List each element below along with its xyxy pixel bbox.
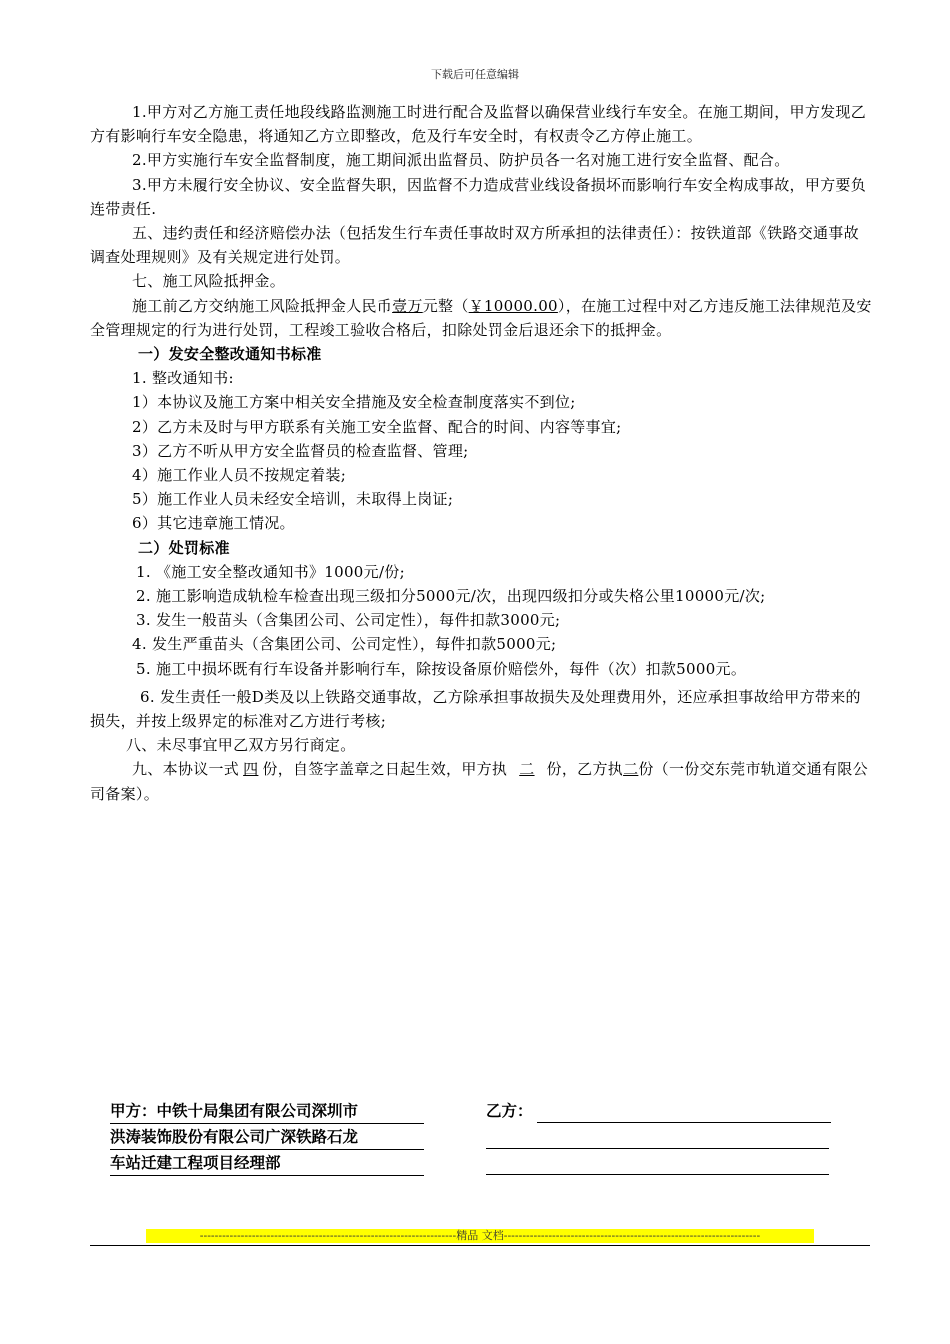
list-item: 2）乙方未及时与甲方联系有关施工安全监督、配合的时间、内容等事宜; [132,417,622,436]
list-item: 1. 《施工安全整改通知书》1000元/份; [136,562,405,581]
deposit-amount-num: ￥10000.00 [468,296,558,315]
clause-paragraph: 七、施工风险抵押金。 [132,272,286,291]
list-item: 6. 发生责任一般D类及以上铁路交通事故，乙方除承担事故损失及处理费用外，还应承担事故给甲方带来的损失，并按上级界定的标准对乙方进行考核; [90,687,861,731]
footer-watermark-band: ---------------------------------------------------------------------精品 文档--------------------------------------------------------------------- [146,1229,814,1243]
clause-paragraph: 1.甲方对乙方施工责任地段线路监测施工时进行配合及监督以确保营业线行车安全。在施工期间，甲方发现乙方有影响行车安全隐患，将通知乙方立即整改，危及行车安全时，有权责令乙方停止施工。 [90,103,867,146]
clause-text: 份（一份交东莞市轨道交通有限公司备案）。 [90,760,868,803]
deposit-text: ），在施工过程中对乙方违反施工法律规范及安全管理规定的行为进行处罚，工程竣工验收合格后，扣除处罚金后退还余下的抵押金。 [90,296,872,339]
deposit-text: 元整（ [422,296,469,315]
clause-text: 九、本协议一式 [132,760,240,779]
party-b-blank-line [486,1156,829,1175]
party-b-blank-line [537,1104,831,1123]
party-b-signature [486,1098,831,1175]
list-item: 3）乙方不听从甲方安全监督员的检查监督、管理; [132,441,469,460]
party-b-blank-line [486,1130,829,1149]
clause-text: 份，自签字盖章之日起生效，甲方执 [262,760,508,779]
copies-party-a: 二 [519,760,535,779]
clause-paragraph: 3.甲方未履行安全协议、安全监督失职，因监督不力造成营业线设备损坏而影响行车安全构成事故，甲方要负连带责任. [90,175,867,218]
list-item: 3. 发生一般苗头（含集团公司、公司定性），每件扣款3000元; [136,611,561,630]
party-a-line: 洪涛装饰股份有限公司广深铁路石龙 [110,1124,424,1150]
list-item: 5）施工作业人员未经安全培训，未取得上岗证; [132,490,454,509]
party-b-label: 乙方： [486,1101,533,1120]
deposit-amount-cn: 壹万 [392,296,423,315]
clause-paragraph: 2.甲方实施行车安全监督制度，施工期间派出监督员、防护员各一名对施工进行安全监督、配合。 [132,151,790,170]
clause-text: 份，乙方执 [546,760,624,779]
list-item: 4）施工作业人员不按规定着装; [132,466,347,485]
party-a-line: 车站迁建工程项目经理部 [110,1150,424,1176]
section-intro: 1. 整改通知书: [132,369,234,388]
footer-divider [90,1245,870,1246]
copies-total: 四 [243,760,259,779]
party-a-signature [110,1098,428,1176]
deposit-text: 施工前乙方交纳施工风险抵押金人民币 [132,296,393,315]
list-item: 1）本协议及施工方案中相关安全措施及安全检查制度落实不到位; [132,393,576,412]
clause-nine [90,757,872,805]
party-a-line: 甲方：中铁十局集团有限公司深圳市 [110,1098,424,1124]
list-item: 6）其它违章施工情况。 [132,514,295,533]
copies-party-b: 二 [623,760,639,779]
deposit-paragraph [90,294,872,342]
section-heading: 二）处罚标准 [138,538,230,557]
list-item: 5. 施工中损坏既有行车设备并影响行车，除按设备原价赔偿外，每件（次）扣款5000元。 [136,659,747,678]
clause-paragraph: 八、未尽事宜甲乙双方另行商定。 [126,736,356,755]
section-heading: 一）发安全整改通知书标准 [138,345,322,364]
header-note: 下载后可任意编辑 [431,68,519,81]
list-item: 2. 施工影响造成轨检车检查出现三级扣分5000元/次，出现四级扣分或失格公里10000元/次; [136,587,766,606]
list-item: 4. 发生严重苗头（含集团公司、公司定性），每件扣款5000元; [132,635,557,654]
agreement-body [90,100,872,806]
clause-paragraph: 五、违约责任和经济赔偿办法（包括发生行车责任事故时双方所承担的法律责任）：按铁道部《铁路交通事故调查处理规则》及有关规定进行处罚。 [90,224,859,267]
